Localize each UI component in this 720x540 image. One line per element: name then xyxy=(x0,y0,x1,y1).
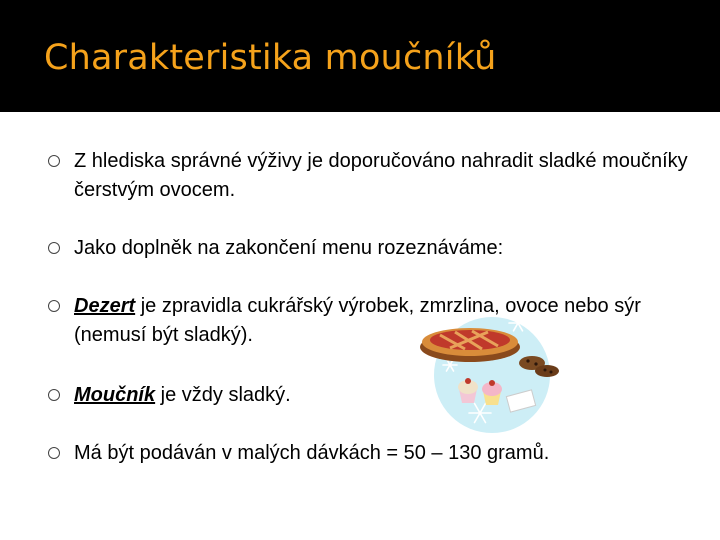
bullet-item-4 xyxy=(74,381,694,410)
bullet-text: Má být podáván v malých dávkách = 50 – 130 gramů. xyxy=(74,442,550,464)
bullet-item-3 xyxy=(74,292,694,350)
bullet-text: Z hlediska správné výživy je doporučováno nahradit sladké moučníky čerstvým ovocem. xyxy=(74,150,688,201)
bullet-item-1 xyxy=(74,147,694,205)
bullet-item-2 xyxy=(74,234,694,263)
term-dezert: Dezert xyxy=(74,295,136,317)
bullet-marker xyxy=(48,300,60,312)
bullet-text: Jako doplněk na zakončení menu rozeznáváme: xyxy=(74,237,504,259)
bullet-marker xyxy=(48,447,60,459)
bullet-text: je vždy sladký. xyxy=(155,384,291,406)
term-moucnik: Moučník xyxy=(74,384,156,406)
bullet-marker xyxy=(48,155,60,167)
bullet-item-5 xyxy=(74,439,694,468)
bullet-marker xyxy=(48,389,60,401)
bullet-text: je zpravidla cukrářský výrobek, zmrzlina, ovoce nebo sýr (nemusí být sladký). xyxy=(74,295,641,346)
bullet-marker xyxy=(48,242,60,254)
slide-title: Charakteristika moučníků xyxy=(44,38,497,78)
